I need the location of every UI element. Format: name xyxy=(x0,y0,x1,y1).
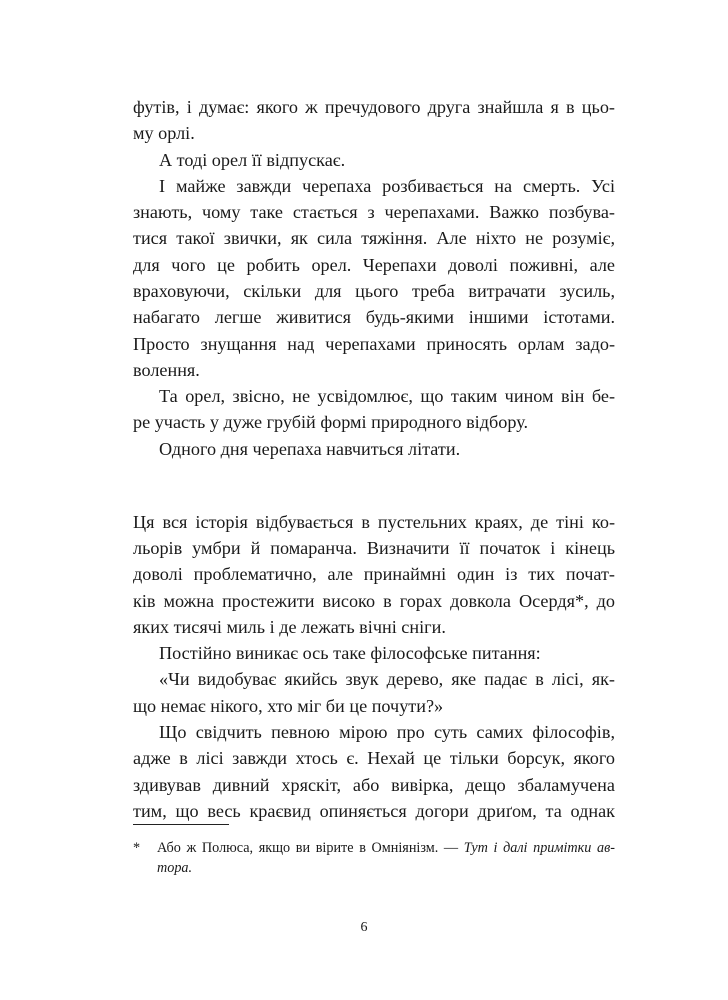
page-number: 6 xyxy=(360,920,368,935)
text-line: враховуючи, скільки для цього треба витрачати зусиль, xyxy=(133,281,615,301)
footnote-rule xyxy=(133,824,229,825)
text-line: доволі проблематично, але принаймні один із тих почат- xyxy=(133,564,615,584)
text-line: набагато легше живитися будь-якими іншими істотами. xyxy=(133,307,615,327)
text-line: А тоді орел її відпускає. xyxy=(159,150,346,170)
footnote-text: Або ж Полюса, якщо ви вірите в Омніянізм. — xyxy=(157,840,459,856)
text-line: футів, і думає: якого ж пречудового друга знайшла я в цьо- xyxy=(133,97,615,117)
text-line: Ця вся історія відбувається в пустельних краях, де тіні ко- xyxy=(133,512,615,532)
text-line: му орлі. xyxy=(133,123,195,143)
text-line: тися такої звички, як сила тяжіння. Але ніхто не розуміє, xyxy=(133,228,615,248)
footnote-line xyxy=(157,858,615,878)
text-line: Постійно виникає ось таке філософське питання: xyxy=(159,643,541,663)
text-line: Просто знущання над черепахами приносять орлам задо- xyxy=(133,334,615,354)
footnote-italic: тора. xyxy=(157,860,193,876)
text-line: що немає нікого, хто міг би це почути?» xyxy=(133,696,444,716)
text-line: Що свідчить певною мірою про суть самих філософів, xyxy=(159,722,615,742)
text-line: волення. xyxy=(133,360,200,380)
text-line: «Чи видобуває якийсь звук дерево, яке падає в лісі, як- xyxy=(159,669,615,689)
text-line: Одного дня черепаха навчиться літати. xyxy=(159,439,461,459)
footnote-mark: * xyxy=(133,840,141,856)
text-line: знають, чому таке стається з черепахами. Важко позбува- xyxy=(133,202,615,222)
text-line: Та орел, звісно, не усвідомлює, що таким чином він бе- xyxy=(159,386,615,406)
text-line: ре участь у дуже грубій формі природного відбору. xyxy=(133,412,529,432)
text-line: тим, що весь краєвид опиняється догори дриґом, та однак xyxy=(133,801,615,821)
text-line: яких тисячі миль і де лежать вічні сніги. xyxy=(133,617,446,637)
text-line: для чого це робить орел. Черепахи доволі поживні, але xyxy=(133,255,615,275)
text-line: ків можна простежити високо в горах довкола Осердя*, до xyxy=(133,591,615,611)
text-line: адже в лісі завжди хтось є. Нехай це тільки борсук, якого xyxy=(133,748,615,768)
text-line: здивував дивний хряскіт, або вивірка, дещо збаламучена xyxy=(133,775,615,795)
text-line: льорів умбри й помаранча. Визначити її початок і кінець xyxy=(133,538,615,558)
text-line: І майже завжди черепаха розбивається на смерть. Усі xyxy=(159,176,615,196)
footnote-italic: Тут і далі примітки ав- xyxy=(463,840,615,856)
footnote-line xyxy=(133,838,615,858)
